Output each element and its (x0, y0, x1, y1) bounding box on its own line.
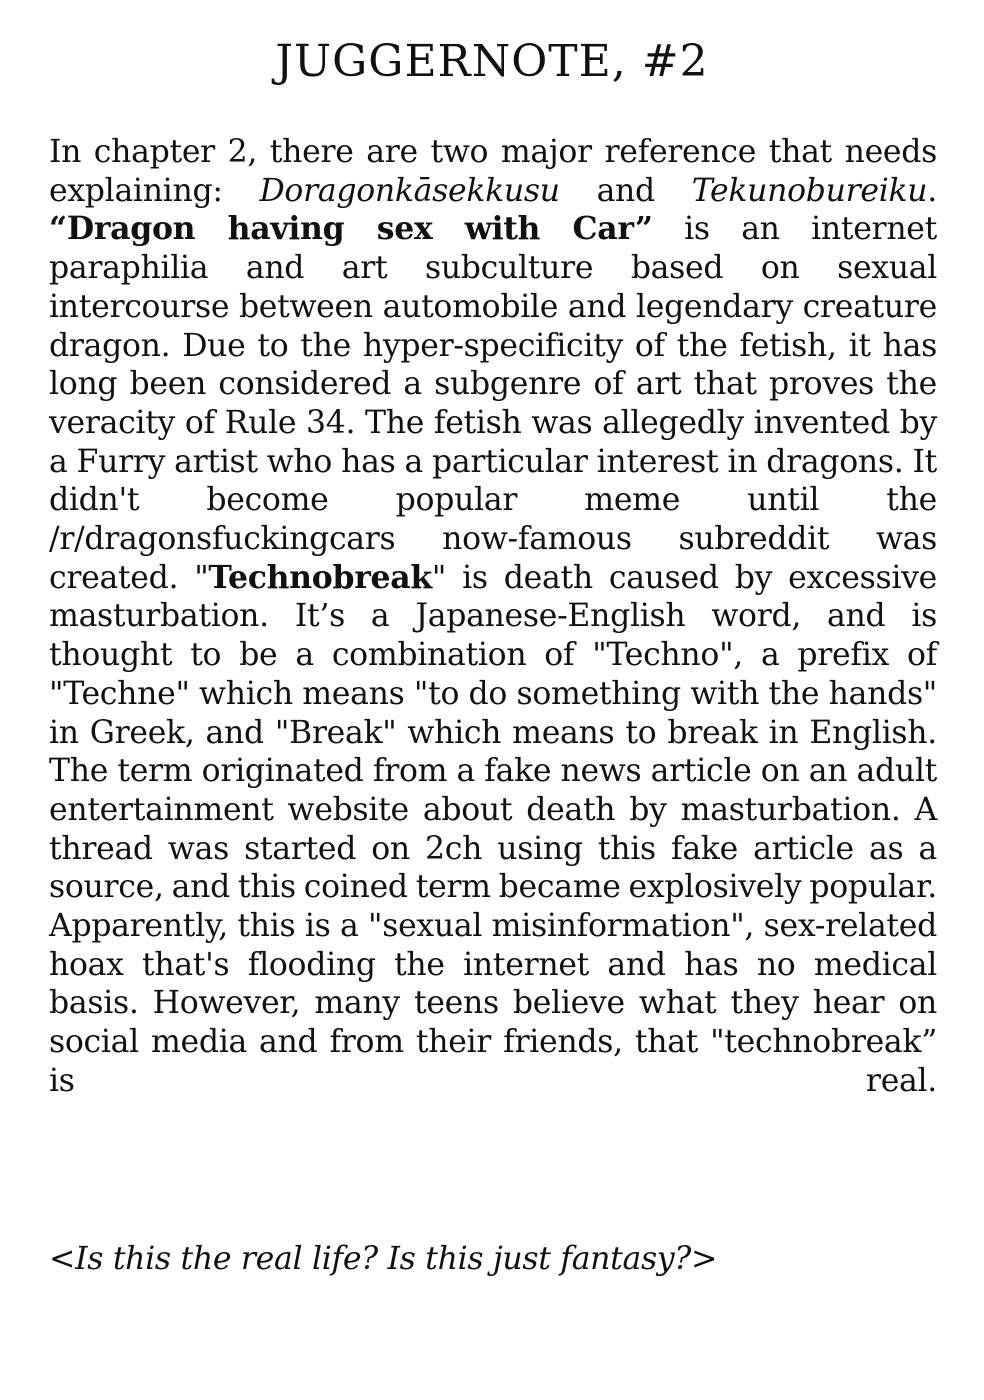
page-title: JUGGERNOTE, #2 (275, 36, 709, 87)
term-tekunobureiku: Tekunobureiku (691, 172, 928, 209)
body-text-part: . (927, 172, 937, 209)
term-technobreak: Technobreak (208, 558, 432, 596)
body-text-part: In chapter 2, there are two major reference that needs explaining: (49, 134, 937, 209)
term-doragonkasekkusu: Doragonkāsekkusu (259, 172, 560, 209)
body-text-part: and (559, 172, 692, 209)
body-paragraph (49, 133, 937, 1101)
term-dragon-car: “Dragon having sex with Car” (49, 210, 653, 248)
body-text-part: is an internet paraphilia and art subculture based on sexual intercourse between automobile and legendary creature dragon. Due to the hyper-specificity of the fetish, it has long been considered a subgenre of art that proves the veracity of Rule 34. The fetish was allegedly invented by a Furry artist who has a particular interest in dragons. It didn't become popular meme until the /r/dragonsfuckingcars now-famous subreddit was created. " (49, 211, 938, 596)
body-text-part: " is death caused by excessive masturbation. It’s a Japanese-English word, and is thought to be a combination of "Techno", a prefix of "Techne" which means "to do something with the hands" in Greek, and "Break" which means to break in English. The term originated from a fake news article on an adult entertainment website about death by masturbation. A thread was started on 2ch using this fake article as a source, and this coined term became explosively popular. Apparently, this is a "sexual misinformation", sex-related hoax that's flooding the internet and has no medical basis. However, many teens believe what they hear on social media and from their friends, that "technobreak” is real. (49, 559, 937, 1099)
closing-quote: <Is this the real life? Is this just fantasy?> (49, 1241, 718, 1277)
